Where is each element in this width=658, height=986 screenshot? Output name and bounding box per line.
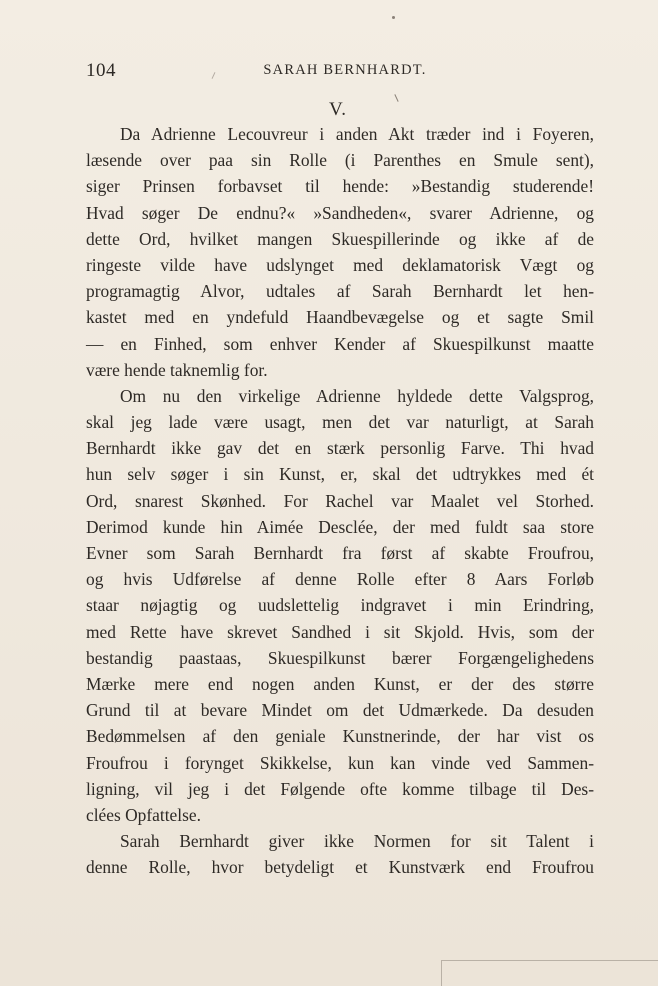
text-line: clées Opfattelse. [86,804,201,825]
scan-edge-rule [441,960,442,986]
text-line: programagtig Alvor, udtales af Sarah Bernhardt let hen- [86,281,594,302]
text-line: Ord, snarest Skønhed. For Rachel var Maalet vel Storhed. [86,490,594,511]
text-line: Om nu den virkelige Adrienne hyldede dette Valgsprog, [120,385,594,406]
text-line: Froufrou i forynget Skikkelse, kun kan vinde ved Sammen- [86,752,594,773]
page-number: 104 [86,60,116,81]
text-line: dette Ord, hvilket mangen Skuespillerinde og ikke af de [86,228,594,249]
text-line: være hende taknemlig for. [86,359,268,380]
text-line: denne Rolle, hvor betydeligt et Kunstværk end Froufrou [86,857,594,878]
text-line: Evner som Sarah Bernhardt fra først af skabte Froufrou, [86,543,594,563]
text-line: bestandig paastaas, Skuespilkunst bærer Forgængelighedens [86,647,594,668]
text-line: Sarah Bernhardt giver ikke Normen for sit Talent i [120,831,594,852]
text-line: kastet med en yndefuld Haandbevægelse og et sagte Smil [86,307,594,328]
text-line: Grund til at bevare Mindet om det Udmærkede. Da desuden [86,700,594,721]
text-line: Hvad søger De endnu?« »Sandheden«, svarer Adrienne, og [86,202,594,223]
text-line: ringeste vilde have udslynget med deklamatorisk Vægt og [86,254,594,275]
chapter-heading: V. [328,99,348,120]
text-line: siger Prinsen forbavset til hende: »Bestandig studerende! [86,176,594,197]
text-line: læsende over paa sin Rolle (i Parenthes en Smule sent), [86,150,594,171]
text-line: med Rette have skrevet Sandhed i sit Skjold. Hvis, som der [86,621,594,642]
text-line: ligning, vil jeg i det Følgende ofte komme tilbage til Des- [86,778,594,799]
text-line: Bedømmelsen af den geniale Kunstnerinde, der har vist os [86,726,594,747]
text-line: Bernhardt ikke gav det en stærk personlig Farve. Thi hvad [86,438,594,459]
scan-edge-rule [441,960,658,961]
text-line: hun selv søger i sin Kunst, er, skal det udtrykkes med ét [86,464,594,485]
ink-speck [392,16,395,19]
running-header: SARAH BERNHARDT. [263,62,427,78]
text-line: skal jeg lade være usagt, men det var naturligt, at Sarah [86,412,594,433]
body-text [86,121,594,880]
text-line: staar nøjagtig og uudslettelig indgravet i min Erindring, [86,595,594,616]
text-line: Mærke mere end nogen anden Kunst, er der des større [86,673,594,694]
text-line: — en Finhed, som enhver Kender af Skuespilkunst maatte [86,333,594,354]
text-line: Derimod kunde hin Aimée Desclée, der med fuldt saa store [86,516,594,537]
text-line: Da Adrienne Lecouvreur i anden Akt træder ind i Foyeren, [120,124,594,144]
text-line: og hvis Udførelse af denne Rolle efter 8 Aars Forløb [86,569,594,590]
